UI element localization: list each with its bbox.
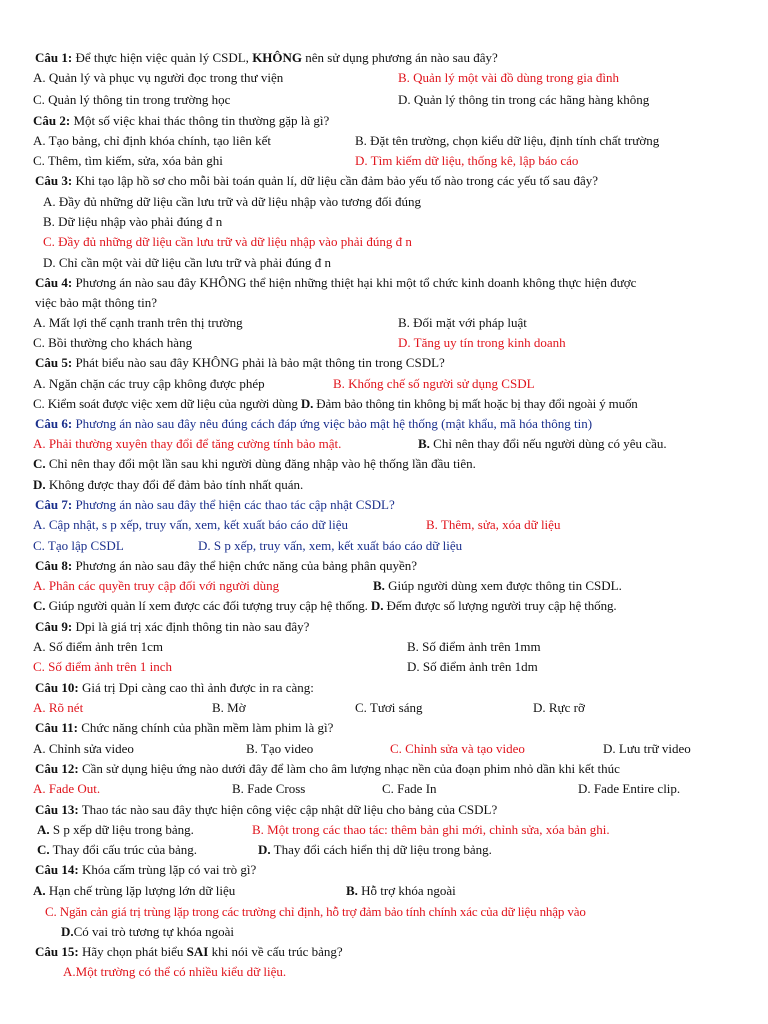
option-d: Đếm được số lượng người truy cập hệ thống. — [383, 598, 617, 613]
option-label: B. — [346, 883, 358, 898]
question-text: Phương án nào sau đây thể hiện các thao tác cập nhật CSDL? — [72, 497, 395, 512]
option-label: D. — [300, 396, 314, 411]
question-1 — [35, 48, 498, 68]
option-a: A. Chỉnh sửa video — [33, 741, 134, 756]
question-4-continued: việc bảo mật thông tin? — [35, 295, 158, 310]
question-10 — [35, 678, 314, 698]
question-12 — [35, 759, 620, 779]
option-label: D. — [33, 477, 46, 492]
question-label: Câu 13: — [35, 802, 79, 817]
option-text: Hỗ trợ khóa ngoài — [357, 883, 456, 898]
option-c: C. Kiểm soát được việc xem dữ liệu của người dùng — [33, 396, 301, 411]
question-text: nên sử dụng phương án nào sau đây? — [302, 50, 498, 65]
option-label: C. — [33, 598, 46, 613]
question-text: Dpi là giá trị xác định thông tin nào sau đây? — [72, 619, 310, 634]
question-9 — [35, 617, 309, 637]
question-label: Câu 10: — [35, 680, 79, 695]
question-text: Khóa cấm trùng lặp có vai trò gì? — [78, 862, 257, 877]
question-3 — [35, 171, 598, 191]
option-label: B. — [418, 436, 430, 451]
question-emphasis: KHÔNG — [252, 50, 303, 65]
question-label: Câu 9: — [35, 619, 73, 634]
option-d: D. Rực rỡ — [533, 700, 585, 715]
question-label: Câu 6: — [35, 416, 73, 431]
question-label: Câu 8: — [35, 558, 73, 573]
option-a-correct: A. Fade Out. — [33, 781, 101, 796]
option-d-correct: D. Tăng uy tín trong kinh doanh — [398, 335, 566, 350]
option-a: A. Ngăn chặn các truy cập không được phép — [33, 376, 265, 391]
option-c-correct: C. Số điểm ảnh trên 1 inch — [33, 659, 173, 674]
question-label: Câu 2: — [33, 113, 71, 128]
question-text: Hãy chọn phát biểu — [78, 944, 187, 959]
question-11 — [35, 718, 333, 738]
option-d — [258, 840, 492, 860]
option-label: C. — [37, 842, 50, 857]
question-7 — [35, 495, 395, 515]
option-a-correct: A.Một trường có thể có nhiều kiểu dữ liệu. — [63, 964, 287, 979]
option-b-correct: B. Thêm, sửa, xóa dữ liệu — [426, 517, 561, 532]
question-text: Chức năng chính của phần mềm làm phim là gì? — [77, 720, 334, 735]
option-a: A. Đầy đủ những dữ liệu cần lưu trữ và dữ liệu nhập vào tương đối đúng — [43, 194, 422, 209]
question-15 — [35, 942, 343, 962]
option-a: A. Mất lợi thế cạnh tranh trên thị trường — [33, 315, 243, 330]
question-label: Câu 5: — [35, 355, 73, 370]
option-label: C. — [33, 456, 46, 471]
option-label: A. — [37, 822, 50, 837]
option-text: Không được thay đổi để đảm bảo tính nhất quán. — [45, 477, 304, 492]
question-13 — [35, 800, 497, 820]
option-b — [346, 881, 456, 901]
question-emphasis: SAI — [186, 944, 209, 959]
question-text: khi nói về cấu trúc bảng? — [208, 944, 343, 959]
option-b — [418, 434, 667, 454]
question-text: Phương án nào sau đây nêu đúng cách đáp ứng việc bảo mật hệ thống (mật khẩu, mã hóa thông tin) — [72, 416, 593, 431]
option-a — [33, 881, 235, 901]
option-text: Có vai trò tương tự khóa ngoài — [73, 924, 234, 939]
option-b: B. Mờ — [212, 700, 246, 715]
question-14 — [35, 860, 256, 880]
option-text: S p xếp dữ liệu trong bảng. — [49, 822, 194, 837]
option-d: D. Fade Entire clip. — [578, 781, 681, 796]
question-text: Cần sử dụng hiệu ứng nào dưới đây để làm cho âm lượng nhạc nền của đoạn phim nhỏ dần khi kết thúc — [78, 761, 620, 776]
option-a-correct: A. Phân các quyền truy cập đối với người dùng — [33, 578, 280, 593]
question-label: Câu 4: — [35, 275, 73, 290]
question-5 — [35, 353, 445, 373]
option-b: B. Fade Cross — [232, 781, 306, 796]
option-label: D. — [61, 924, 74, 939]
option-b: B. Tạo video — [246, 741, 314, 756]
option-d-correct: D. Tìm kiếm dữ liệu, thống kê, lập báo cáo — [355, 153, 579, 168]
option-c — [33, 454, 476, 474]
option-a: A. Số điểm ảnh trên 1cm — [33, 639, 163, 654]
option-label: D. — [258, 842, 271, 857]
option-c: C. Tạo lập CSDL — [33, 538, 124, 553]
option-a-correct: A. Phải thường xuyên thay đổi để tăng cường tính bảo mật. — [33, 436, 342, 451]
option-b: B. Đối mặt với pháp luật — [398, 315, 527, 330]
option-c — [37, 840, 197, 860]
question-label: Câu 11: — [35, 720, 78, 735]
option-d: Đảm bảo thông tin không bị mất hoặc bị thay đổi ngoài ý muốn — [313, 396, 638, 411]
question-label: Câu 1: — [35, 50, 73, 65]
option-b-correct: B. Khống chế số người sử dụng CSDL — [333, 376, 535, 391]
question-label: Câu 7: — [35, 497, 73, 512]
option-d: D. Chỉ cần một vài dữ liệu cần lưu trữ và phải đúng đ n — [43, 255, 331, 270]
option-b: B. Dữ liệu nhập vào phải đúng đ n — [43, 214, 223, 229]
option-c: C. Fade In — [382, 781, 437, 796]
option-a: A. Quản lý và phục vụ người đọc trong thư viện — [33, 70, 284, 85]
option-c-d-row — [33, 394, 638, 414]
question-8 — [35, 556, 417, 576]
option-c: C. Tươi sáng — [355, 700, 423, 715]
option-d: D. Lưu trữ video — [603, 741, 691, 756]
option-b-correct: B. Một trong các thao tác: thêm bản ghi mới, chỉnh sửa, xóa bản ghi. — [252, 822, 610, 837]
option-text: Hạn chế trùng lặp lượng lớn dữ liệu — [45, 883, 236, 898]
option-d: D. Số điểm ảnh trên 1dm — [407, 659, 538, 674]
question-text: Một số việc khai thác thông tin thường gặp là gì? — [70, 113, 330, 128]
question-label: Câu 14: — [35, 862, 79, 877]
option-a: A. Tạo bảng, chỉ định khóa chính, tạo liên kết — [33, 133, 272, 148]
question-label: Câu 12: — [35, 761, 79, 776]
option-label: A. — [33, 883, 46, 898]
question-6 — [35, 414, 592, 434]
question-text: Thao tác nào sau đây thực hiện công việc cập nhật dữ liệu cho bảng của CSDL? — [78, 802, 498, 817]
option-d — [61, 922, 234, 942]
option-text: Thay đổi cấu trúc của bảng. — [49, 842, 198, 857]
option-b — [373, 576, 622, 596]
option-b: B. Đặt tên trường, chọn kiểu dữ liệu, định tính chất trường — [355, 133, 660, 148]
question-text: Giá trị Dpi càng cao thì ảnh được in ra càng: — [78, 680, 314, 695]
question-label: Câu 15: — [35, 944, 79, 959]
option-a — [37, 820, 194, 840]
option-c: C. Quản lý thông tin trong trường học — [33, 92, 231, 107]
question-text: Để thực hiện việc quản lý CSDL, — [72, 50, 253, 65]
option-c-d-row — [33, 596, 617, 616]
option-d: D. Quản lý thông tin trong các hãng hàng không — [398, 92, 650, 107]
question-text: Khi tạo lập hồ sơ cho mỗi bài toán quản lí, dữ liệu cần đảm bảo yếu tố nào trong các yếu tố sau đây? — [72, 173, 599, 188]
question-text: Phát biểu nào sau đây KHÔNG phải là bảo mật thông tin trong CSDL? — [72, 355, 445, 370]
option-text: Giúp người dùng xem được thông tin CSDL. — [384, 578, 622, 593]
option-b: B. Số điểm ảnh trên 1mm — [407, 639, 541, 654]
option-d: D. S p xếp, truy vấn, xem, kết xuất báo cáo dữ liệu — [198, 538, 463, 553]
option-d — [33, 475, 303, 495]
question-text: Phương án nào sau đây thể hiện chức năng của bảng phân quyền? — [72, 558, 417, 573]
option-c: C. Bồi thường cho khách hàng — [33, 335, 193, 350]
option-label: B. — [373, 578, 385, 593]
option-b-correct: B. Quản lý một vài đồ dùng trong gia đình — [398, 70, 619, 85]
option-c: Giúp người quản lí xem được các đối tượng truy cập hệ thống. — [45, 598, 371, 613]
option-text: Thay đổi cách hiển thị dữ liệu trong bảng. — [270, 842, 492, 857]
option-text: Chỉ nên thay đổi một lần sau khi người dùng đăng nhập vào hệ thống lần đầu tiên. — [45, 456, 476, 471]
option-c-correct: C. Ngăn cản giá trị trùng lặp trong các trường chỉ định, hỗ trợ đảm bảo tính chính xác của dữ liệu nhập vào — [45, 904, 586, 919]
option-c: C. Thêm, tìm kiếm, sửa, xóa bản ghi — [33, 153, 223, 168]
option-text: Chỉ nên thay đổi nếu người dùng có yêu cầu. — [429, 436, 667, 451]
question-4 — [35, 273, 636, 293]
question-label: Câu 3: — [35, 173, 73, 188]
option-c-correct: C. Đầy đủ những dữ liệu cần lưu trữ và dữ liệu nhập vào phải đúng đ n — [43, 234, 412, 249]
question-2 — [33, 111, 329, 131]
option-a-correct: A. Rõ nét — [33, 700, 84, 715]
question-text: Phương án nào sau đây KHÔNG thể hiện những thiệt hại khi một tổ chức kinh doanh không thực hiện được — [72, 275, 637, 290]
option-label: D. — [370, 598, 384, 613]
option-a: A. Cập nhật, s p xếp, truy vấn, xem, kết xuất báo cáo dữ liệu — [33, 517, 348, 532]
option-c-correct: C. Chỉnh sửa và tạo video — [390, 741, 525, 756]
